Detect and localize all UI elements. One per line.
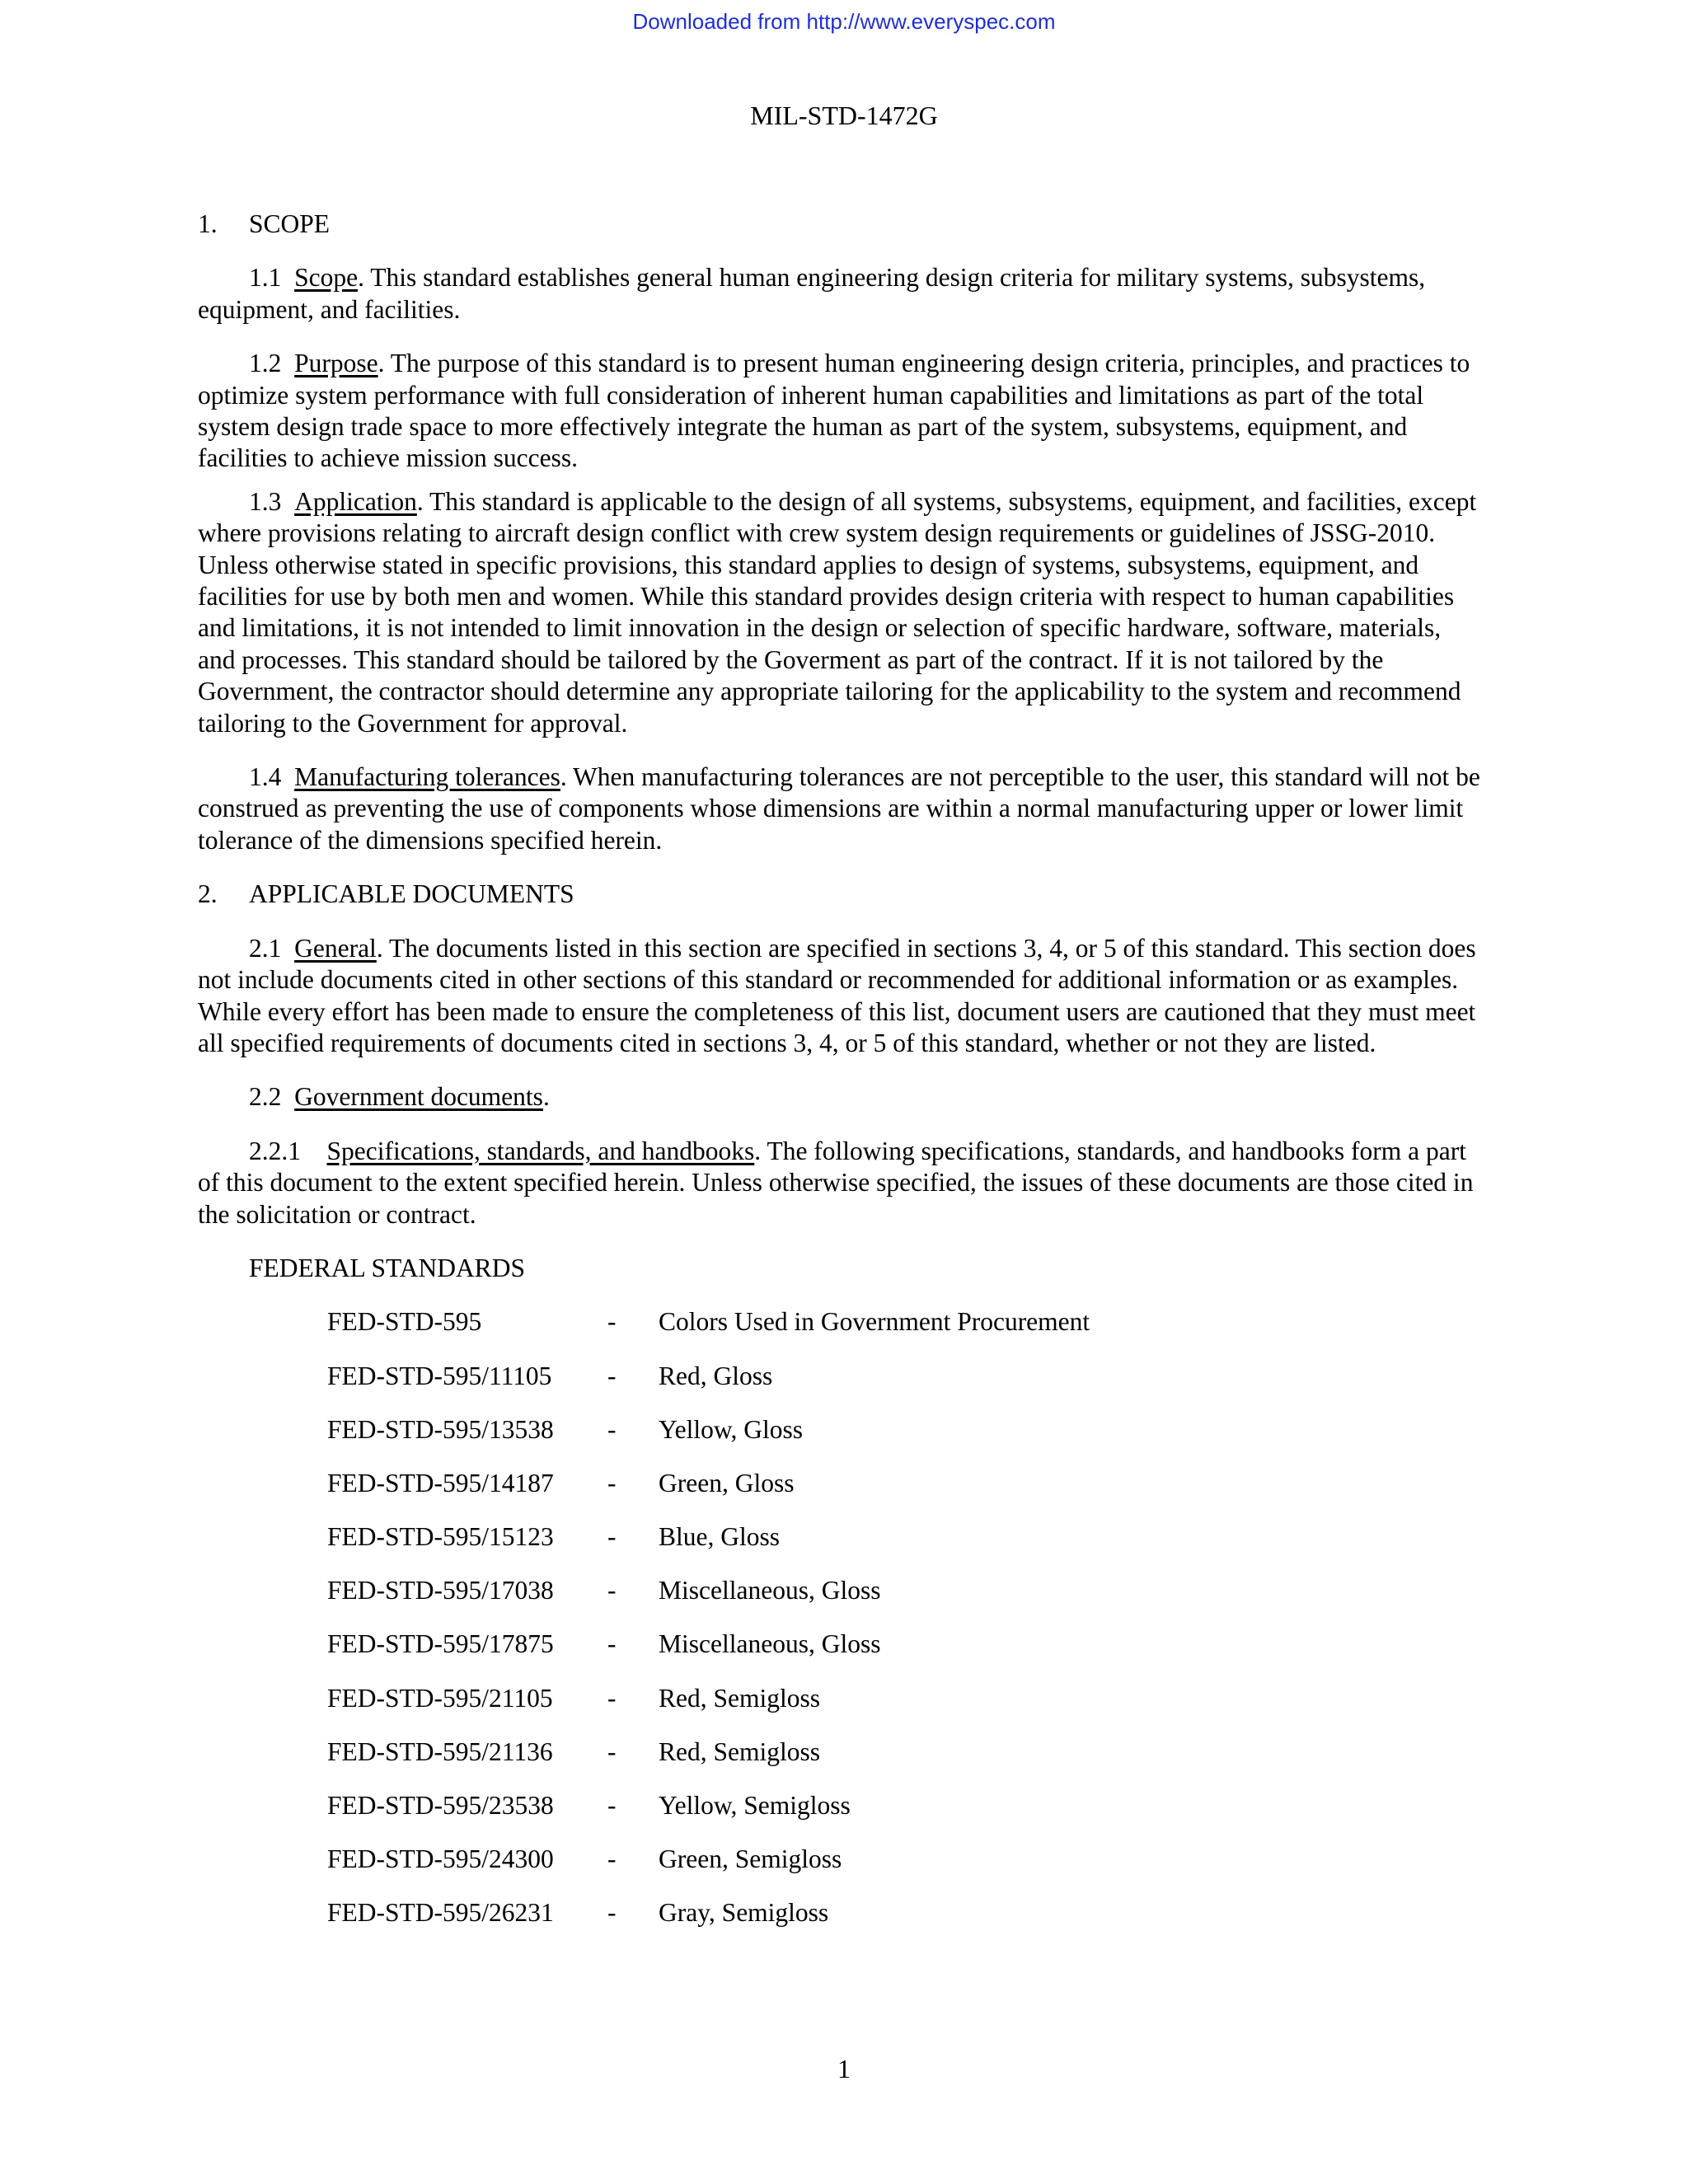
paragraph-number: 1.3 bbox=[249, 486, 282, 516]
standard-code: FED-STD-595/15123 bbox=[327, 1522, 554, 1552]
standard-row bbox=[327, 1575, 1090, 1629]
paragraph-title: Application bbox=[294, 486, 417, 516]
separator-dash: - bbox=[607, 1468, 617, 1497]
separator-dash: - bbox=[607, 1736, 617, 1766]
download-source-link[interactable]: Downloaded from http://www.everyspec.com bbox=[632, 9, 1056, 34]
separator-dash: - bbox=[607, 1307, 617, 1337]
separator-dash: - bbox=[607, 1522, 617, 1552]
standard-title: Yellow, Gloss bbox=[659, 1414, 804, 1444]
federal-standards-heading: FEDERAL STANDARDS bbox=[249, 1253, 525, 1282]
document-body bbox=[198, 209, 1484, 1952]
paragraph-2-1-general bbox=[198, 933, 1484, 1060]
paragraph-2-2-government-documents bbox=[198, 1081, 1484, 1113]
standard-title: Green, Gloss bbox=[659, 1468, 795, 1497]
paragraph-text: . The documents listed in this section are specified in sections 3, 4, or 5 of this standard. This section does not include documents cited in other sections of this standard or recommended for additional information or as examples. While every effort has been made to ensure the completeness of this list, document users are cautioned that they must meet all specified requirements of documents cited in sections 3, 4, or 5 of this standard, whether or not they are listed. bbox=[198, 933, 1476, 1057]
separator-dash: - bbox=[607, 1683, 617, 1713]
separator-dash: - bbox=[607, 1576, 617, 1605]
separator-dash: - bbox=[607, 1844, 617, 1874]
standard-code: FED-STD-595 bbox=[327, 1307, 482, 1337]
paragraph-1-2-purpose bbox=[198, 348, 1484, 475]
standard-title: Green, Semigloss bbox=[659, 1844, 842, 1874]
paragraph-title: Government documents bbox=[294, 1082, 543, 1112]
standard-title: Miscellaneous, Gloss bbox=[659, 1576, 881, 1605]
paragraph-number: 2.1 bbox=[249, 933, 282, 963]
separator-dash: - bbox=[607, 1898, 617, 1928]
paragraph-text: . bbox=[542, 1082, 550, 1112]
paragraph-1-4-manufacturing-tolerances bbox=[198, 762, 1484, 856]
paragraph-1-3-application bbox=[198, 486, 1484, 739]
federal-standards-list bbox=[327, 1306, 1090, 1951]
separator-dash: - bbox=[607, 1361, 617, 1390]
standard-code: FED-STD-595/13538 bbox=[327, 1414, 554, 1444]
standard-code: FED-STD-595/23538 bbox=[327, 1791, 554, 1821]
page-number: 1 bbox=[837, 2054, 851, 2083]
standard-row bbox=[327, 1897, 1090, 1951]
standard-code: FED-STD-595/17875 bbox=[327, 1629, 554, 1659]
standard-code: FED-STD-595/11105 bbox=[327, 1361, 552, 1390]
document-number: MIL-STD-1472G bbox=[750, 101, 938, 130]
standard-row bbox=[327, 1844, 1090, 1897]
paragraph-number: 1.1 bbox=[249, 263, 282, 293]
standard-row bbox=[327, 1629, 1090, 1682]
paragraph-title: General bbox=[294, 933, 377, 963]
standard-title: Yellow, Semigloss bbox=[659, 1791, 851, 1821]
paragraph-2-2-1-specifications bbox=[198, 1136, 1484, 1230]
standard-code: FED-STD-595/21136 bbox=[327, 1736, 553, 1766]
standard-title: Colors Used in Government Procurement bbox=[659, 1307, 1090, 1337]
standard-row bbox=[327, 1683, 1090, 1736]
paragraph-text: . The purpose of this standard is to present human engineering design criteria, principles, and practices to optimize system performance with full consideration of inherent human capabilities and limitations as part of the total system design trade space to more effectively integrate the human as part of the system, subsystems, equipment, and facilities to achieve mission success. bbox=[198, 349, 1470, 473]
standard-code: FED-STD-595/14187 bbox=[327, 1468, 554, 1497]
paragraph-title: Scope bbox=[294, 263, 359, 293]
standard-code: FED-STD-595/26231 bbox=[327, 1898, 554, 1928]
standard-code: FED-STD-595/21105 bbox=[327, 1683, 553, 1713]
paragraph-title: Purpose bbox=[294, 349, 378, 378]
section-number: 2. bbox=[198, 879, 218, 909]
standard-row bbox=[327, 1414, 1090, 1468]
standard-code: FED-STD-595/17038 bbox=[327, 1576, 554, 1605]
section-title: APPLICABLE DOCUMENTS bbox=[249, 879, 574, 909]
paragraph-text: . This standard is applicable to the design of all systems, subsystems, equipment, and facilities, except where provisions relating to aircraft design conflict with crew system design requirements or guidelines of JSSG-2010. Unless otherwise stated in specific provisions, this standard applies to design of systems, subsystems, equipment, and facilities for use by both men and women. While this standard provides design criteria with respect to human capabilities and limitations, it is not intended to limit innovation in the design or selection of specific hardware, software, materials, and processes. This standard should be tailored by the Goverment as part of the contract. If it is not tailored by the Government, the contractor should determine any appropriate tailoring for the applicability to the system and recommend tailoring to the Government for approval. bbox=[198, 486, 1477, 738]
standard-row bbox=[327, 1521, 1090, 1575]
section-heading-scope bbox=[198, 209, 1484, 240]
standard-title: Gray, Semigloss bbox=[659, 1898, 829, 1928]
standard-row bbox=[327, 1736, 1090, 1790]
paragraph-number: 2.2 bbox=[249, 1082, 282, 1112]
section-title: SCOPE bbox=[249, 209, 331, 238]
standard-row bbox=[327, 1790, 1090, 1844]
standard-title: Red, Gloss bbox=[659, 1361, 773, 1390]
paragraph-number: 1.4 bbox=[249, 762, 282, 792]
paragraph-text: . The following specifications, standards, and handbooks form a part of this document to the extent specified herein. Unless otherwise specified, the issues of these documents are those cited in the solicitation or contract. bbox=[198, 1136, 1474, 1229]
paragraph-number: 1.2 bbox=[249, 349, 282, 378]
standard-title: Blue, Gloss bbox=[659, 1522, 781, 1552]
paragraph-title: Specifications, standards, and handbooks bbox=[326, 1136, 755, 1165]
standard-row bbox=[327, 1361, 1090, 1414]
paragraph-number: 2.2.1 bbox=[249, 1136, 301, 1165]
standard-title: Miscellaneous, Gloss bbox=[659, 1629, 881, 1659]
standard-code: FED-STD-595/24300 bbox=[327, 1844, 554, 1874]
paragraph-text: . When manufacturing tolerances are not perceptible to the user, this standard will not be construed as preventing the use of components whose dimensions are within a normal manufacturing upper or lower limit tolerance of the dimensions specified herein. bbox=[198, 762, 1480, 855]
section-heading-applicable-documents bbox=[198, 879, 1484, 910]
separator-dash: - bbox=[607, 1629, 617, 1659]
standard-title: Red, Semigloss bbox=[659, 1683, 821, 1713]
paragraph-text: . This standard establishes general human engineering design criteria for military systems, subsystems, equipment, and facilities. bbox=[198, 263, 1426, 324]
separator-dash: - bbox=[607, 1791, 617, 1821]
section-number: 1. bbox=[198, 209, 218, 238]
paragraph-1-1-scope bbox=[198, 262, 1484, 326]
separator-dash: - bbox=[607, 1414, 617, 1444]
standard-row bbox=[327, 1306, 1090, 1360]
paragraph-title: Manufacturing tolerances bbox=[294, 762, 560, 792]
standard-title: Red, Semigloss bbox=[659, 1736, 821, 1766]
standard-row bbox=[327, 1468, 1090, 1521]
